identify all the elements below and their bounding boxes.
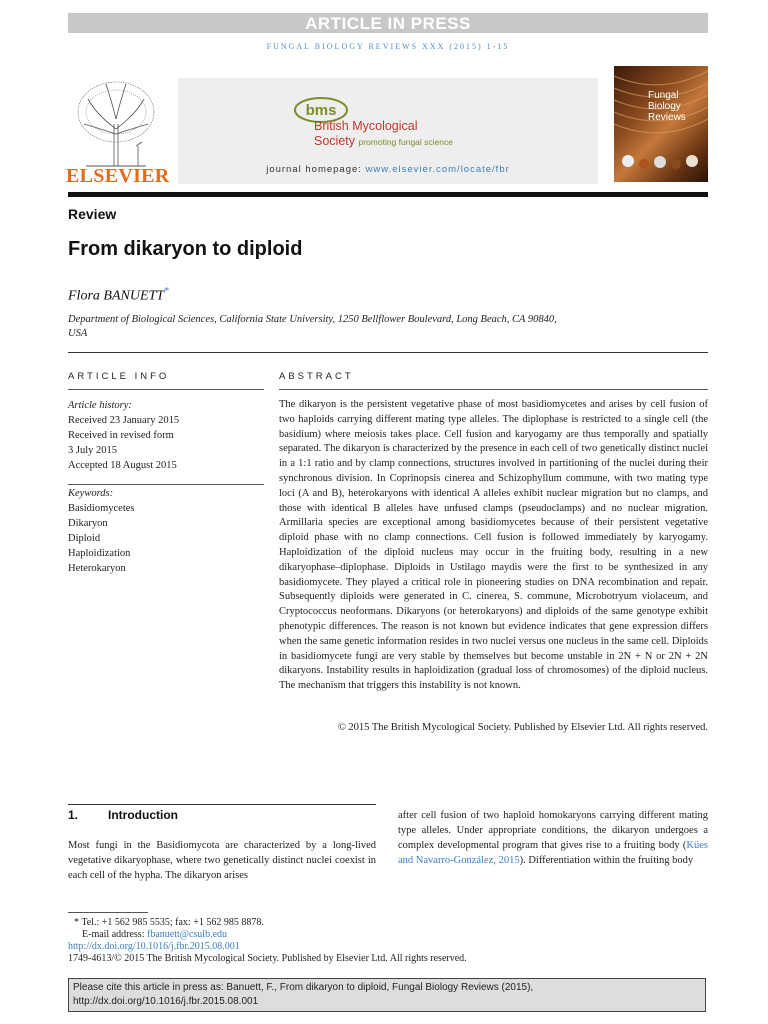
- footnote-contact: * Tel.: +1 562 985 5535; fax: +1 562 985 8878.: [74, 917, 264, 928]
- history-item: Received 23 January 2015: [68, 415, 180, 426]
- journal-cover-image: [614, 66, 708, 182]
- footnote-email: E-mail address: fbanuett@csulb.edu: [82, 929, 228, 940]
- abstract-heading: ABSTRACT: [279, 371, 354, 382]
- section-title: Introduction: [108, 808, 178, 822]
- society-name-line1: British Mycological: [314, 119, 418, 133]
- article-title: From dikaryon to diploid: [68, 238, 303, 260]
- keyword-item: Diploid: [68, 533, 101, 544]
- keyword-item: Dikaryon: [68, 518, 108, 529]
- history-item: Received in revised form: [68, 430, 174, 441]
- affiliation-divider: [68, 352, 708, 353]
- keyword-item: Haploidization: [68, 548, 131, 559]
- journal-running-header: FUNGAL BIOLOGY REVIEWS XXX (2015) 1-15: [266, 42, 510, 51]
- homepage-label: journal homepage:: [266, 164, 362, 175]
- bms-logo-text: bms: [305, 102, 337, 119]
- abstract-body: The dikaryon is the persistent vegetative phase of most basidiomycetes and arises by cell fusion of two haploids carrying different mating type alleles. The diplophase is restricted to a single cell (the basidium) where meiosis takes place. Cell fusion and karyogamy are thus temporally and spatially separated. The dikaryon is characterized by the presence in each cell of two genetically distinct nuclei in a 1:1 ratio and by clamp connections, structures involved in partitioning of the nuclei during their synchronous division. In Coprinopsis cinerea and Schizophyllum commune, with two mating type loci (A and B), heterokaryons with identical A alleles exhibit nuclear migration but no clamps, and those with identical B alleles have unfused clamps (pseudoclamps) and no nuclear migration. Armillaria species are exceptional among basidiomycetes because of their persistent vegetative diploid phase with no clamp connections. Cell fusion is followed immediately by karyogamy. Haploidization of the diploid nucleus may occur in the fruiting body, resulting in a new dikaryophase–diplophase. Diploids in Ustilago maydis were the first to be synthesized in any basidiomycete. They played a critical role in pioneering studies on DNA recombination and repair. Subsequently diploids were generated in C. cinerea, S. commune, Microbotryum violaceum, and Cryptococcus neoformans. Dikaryons (or heterokaryons) and diploids of the same genotype exhibit phenotypic differences. The reason is not known but evidence indicates that gene expression differs when the same genetic information resides in two nuclei versus one nucleus in the same cell. Diploids in basidiomycete fungi are very stable by themselves but become unstable in 2N + N or 2N + 2N dikaryons. Instability results in haploidization (gradual loss of chromosomes) of the diploid nucleus. The mechanism that triggers this instability is not known.: [279, 399, 708, 692]
- footnotes: [68, 917, 708, 965]
- homepage-link[interactable]: www.elsevier.com/locate/fbr: [365, 164, 510, 175]
- section-heading-introduction: [68, 808, 178, 822]
- intro-paragraph-left: Most fungi in the Basidiomycota are characterized by a long-lived vegetative dikaryophase, where two genetically distinct nuclei coexist in each cell of the hypha. The dikaryon arises: [68, 840, 376, 881]
- society-name-line2: Society promoting fungal science: [314, 134, 453, 148]
- header-divider: [68, 192, 708, 197]
- intro-paragraph-right: after cell fusion of two haploid homokaryons carrying different mating type alleles. Under appropriate conditions, the dikaryon undergoes a complex developmental program that gives rise to a fruiting body (Kües and Navarro-González, 2015). Differentiation within the fruiting body: [398, 810, 708, 866]
- author-name: Flora BANUETT*: [68, 286, 170, 304]
- section-number: 1.: [68, 808, 79, 822]
- abstract-divider: [279, 389, 708, 390]
- article-info-heading: ARTICLE INFO: [68, 371, 170, 382]
- keyword-item: Heterokaryon: [68, 563, 126, 574]
- article-type-label: Review: [68, 206, 117, 222]
- intro-divider: [68, 804, 376, 805]
- society-tagline: promoting fungal science: [358, 137, 453, 147]
- journal-header: [66, 66, 708, 192]
- article-history: [68, 398, 264, 473]
- society-name: [314, 119, 554, 150]
- keyword-item: Basidiomycetes: [68, 503, 135, 514]
- journal-homepage: [178, 164, 598, 175]
- footnote-divider: [68, 912, 148, 913]
- history-item: Accepted 18 August 2015: [68, 460, 177, 471]
- keywords-divider: [68, 484, 264, 485]
- issn-line: 1749-4613/© 2015 The British Mycological Society. Published by Elsevier Ltd. All rights reserved.: [68, 953, 467, 964]
- article-in-press-banner: ARTICLE IN PRESS: [68, 13, 708, 33]
- cover-title: Fungal Biology Reviews: [648, 90, 686, 123]
- email-link[interactable]: fbanuett@csulb.edu: [146, 929, 228, 940]
- abstract-copyright: © 2015 The British Mycological Society. Published by Elsevier Ltd. All rights reserved.: [337, 722, 708, 733]
- doi-link[interactable]: http://dx.doi.org/10.1016/j.fbr.2015.08.001: [68, 941, 240, 952]
- article-info-divider: [68, 389, 264, 390]
- author-affiliation: Department of Biological Sciences, California State University, 1250 Bellflower Boulevard, Long Beach, CA 90840, USA: [68, 314, 557, 339]
- citation-link[interactable]: Kües and Navarro-González, 2015: [398, 840, 708, 866]
- keywords-label: Keywords:: [68, 488, 114, 499]
- cover-texture-icon: [614, 66, 708, 182]
- citation-box: Please cite this article in press as: Banuett, F., From dikaryon to diploid, Fungal Biology Reviews (2015), http://dx.doi.org/10.1016/j.fbr.2015.08.001: [68, 978, 706, 1012]
- history-label: Article history:: [68, 400, 132, 411]
- keywords-list: [68, 486, 264, 576]
- history-item: 3 July 2015: [68, 445, 118, 456]
- elsevier-wordmark: ELSEVIER: [66, 165, 170, 187]
- author-footnote-mark[interactable]: *: [164, 286, 170, 297]
